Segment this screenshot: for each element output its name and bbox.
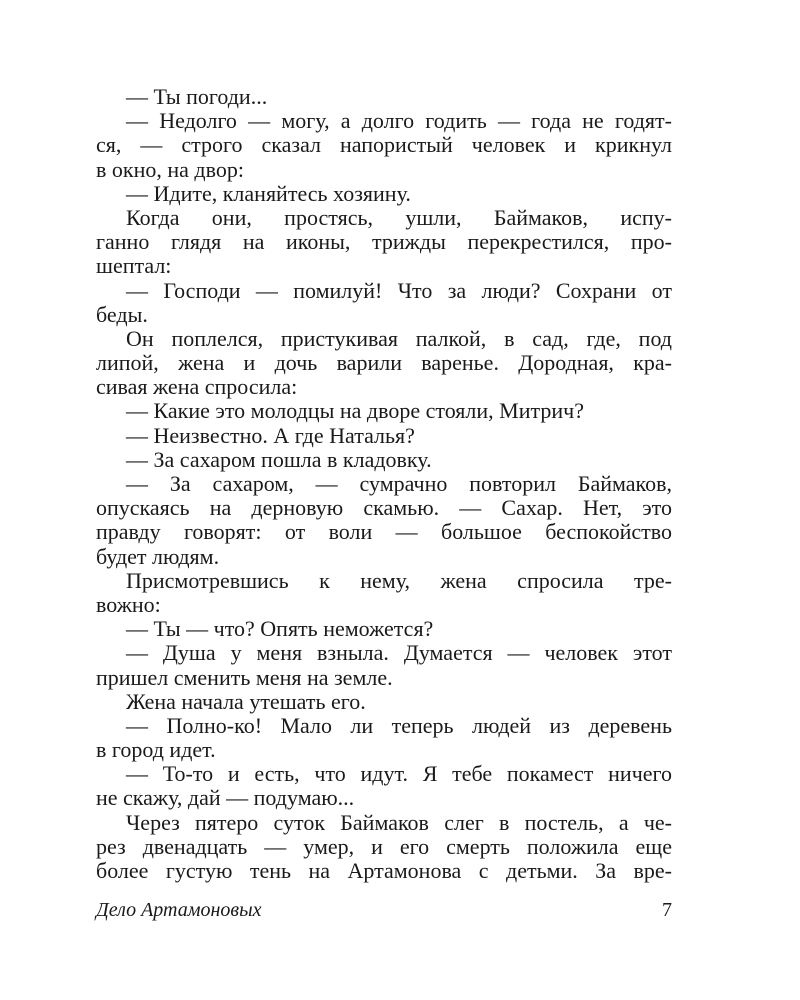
text-line: — Неизвестно. А где Наталья? — [126, 422, 415, 448]
page-number: 7 — [662, 899, 672, 921]
text-line: Жена начала утешать его. — [126, 688, 366, 714]
text-line: — Какие это молодцы на дворе стояли, Митрич? — [126, 398, 584, 424]
body-text — [96, 85, 672, 883]
text-line: — Господи — помилуй! Что за люди? Сохрани от — [126, 277, 672, 303]
text-line: ся, — строго сказал напористый человек и крикнул — [96, 132, 672, 158]
text-line: правду говорят: от воли — большое беспокойство — [96, 519, 672, 545]
text-line: будет людям. — [96, 543, 220, 569]
text-line: — За сахаром, — сумрачно повторил Баймаков, — [126, 471, 672, 496]
text-line: более густую тень на Артамонова с детьми. За вре- — [96, 858, 672, 883]
text-line: Он поплелся, пристукивая палкой, в сад, где, под — [126, 325, 672, 351]
text-line: — Ты — что? Опять неможется? — [126, 616, 434, 642]
text-line: Через пятеро суток Баймаков слег в постель, а че- — [126, 809, 672, 835]
text-line: — Недолго — могу, а долго годить — года не годят- — [126, 108, 672, 134]
text-line: сивая жена спросила: — [96, 374, 298, 400]
text-line: беды. — [96, 301, 148, 327]
text-line: ганно глядя на иконы, трижды перекрестился, про- — [96, 229, 672, 255]
text-line: пришел сменить меня на земле. — [96, 664, 393, 690]
text-line: — Ты погоди... — [126, 84, 268, 109]
text-line: вожно: — [96, 591, 161, 617]
text-line: — Полно-ко! Мало ли теперь людей из деревень — [126, 712, 672, 738]
text-line: опускаясь на дерновую скамью. — Сахар. Нет, это — [96, 495, 672, 521]
text-line: не скажу, дай — подумаю... — [96, 785, 355, 811]
text-line: Присмотревшись к нему, жена спросила тре- — [126, 567, 672, 593]
text-line: рез двенадцать — умер, и его смерть положила еще — [96, 833, 672, 859]
text-line: — Душа у меня взныла. Думается — человек этот — [126, 640, 672, 666]
text-line: — То-то и есть, что идут. Я тебе покамест ничего — [126, 761, 672, 787]
text-line: — За сахаром пошла в кладовку. — [126, 446, 432, 472]
running-title: Дело Артамоновых — [96, 899, 262, 921]
text-line: липой, жена и дочь варили варенье. Дородная, кра- — [96, 350, 672, 376]
text-line: шептал: — [96, 253, 172, 279]
page-footer — [96, 897, 672, 923]
text-line: Когда они, простясь, ушли, Баймаков, испу- — [126, 204, 672, 230]
text-line: в город идет. — [96, 737, 216, 763]
text-line: — Идите, кланяйтесь хозяину. — [126, 180, 411, 206]
text-line: в окно, на двор: — [96, 156, 244, 182]
